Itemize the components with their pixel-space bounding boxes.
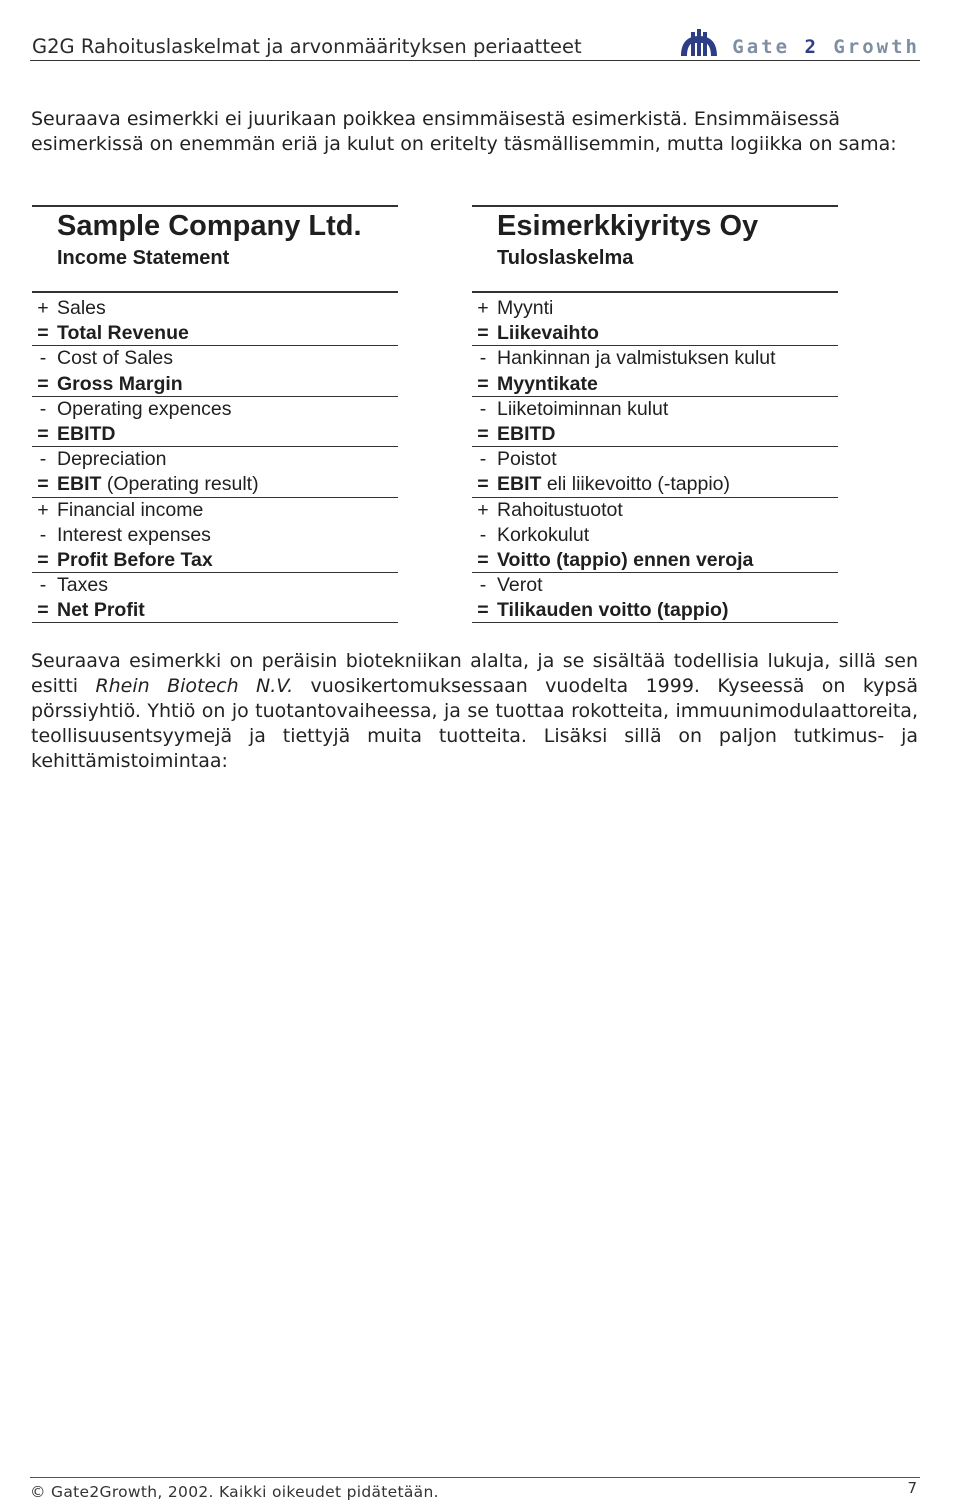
intro-paragraph: Seuraava esimerkki ei juurikaan poikkea ensimmäisestä esimerkistä. Ensimmäisessä esimerkissä on enemmän eriä ja kulut on eritelty täsmällisemmin, mutta logiikka on sama: xyxy=(31,108,897,155)
page-footer xyxy=(30,1477,920,1501)
company-name-italic: Rhein Biotech N.V. xyxy=(95,675,294,697)
statement-line xyxy=(472,372,838,397)
operator-sign: = xyxy=(37,322,49,345)
logo-wordmark: Gate 2 Growth xyxy=(732,36,920,58)
gate2growth-logo-icon xyxy=(678,28,720,58)
operator-sign: - xyxy=(39,523,47,546)
operator-sign: = xyxy=(477,473,489,496)
line-label: EBITD xyxy=(497,422,556,445)
operator-sign: - xyxy=(39,397,47,420)
document-title: G2G Rahoituslaskelmat ja arvonmäärityksen periaatteet xyxy=(32,35,582,58)
operator-sign: = xyxy=(37,599,49,622)
operator-sign: + xyxy=(37,498,49,521)
line-label: Liiketoiminnan kulut xyxy=(497,397,669,420)
line-label: EBIT eli liikevoitto (-tappio) xyxy=(497,473,730,496)
line-label: EBITD xyxy=(57,422,116,445)
operator-sign: = xyxy=(37,473,49,496)
statement-top-rule xyxy=(472,205,838,207)
statement-line xyxy=(32,346,398,371)
statement-line xyxy=(472,472,838,497)
operator-sign: = xyxy=(477,548,489,571)
line-label: EBIT (Operating result) xyxy=(57,473,259,496)
operator-sign: - xyxy=(479,574,487,597)
operator-sign: + xyxy=(477,297,489,319)
statement-line xyxy=(32,372,398,397)
operator-sign: - xyxy=(479,523,487,546)
statement-top-rule xyxy=(32,205,398,207)
statement-line xyxy=(472,573,838,598)
line-label: Financial income xyxy=(57,498,204,521)
operator-sign: + xyxy=(37,297,49,319)
line-label: Profit Before Tax xyxy=(57,548,213,571)
line-label: Voitto (tappio) ennen veroja xyxy=(497,548,754,571)
line-label: Hankinnan ja valmistuksen kulut xyxy=(497,347,776,370)
line-label: Korkokulut xyxy=(497,523,590,546)
line-label: Myyntikate xyxy=(497,372,598,395)
line-label: Total Revenue xyxy=(57,322,189,345)
statement-line xyxy=(32,321,398,346)
statement-line xyxy=(32,472,398,497)
operator-sign: = xyxy=(37,372,49,395)
line-label: Net Profit xyxy=(57,599,145,622)
operator-sign: = xyxy=(37,548,49,571)
line-label: Cost of Sales xyxy=(57,347,173,370)
statement-line xyxy=(472,346,838,371)
income-statement-english xyxy=(32,205,398,622)
gate2growth-logo xyxy=(678,30,920,60)
line-label: Poistot xyxy=(497,448,557,471)
statement-line xyxy=(32,573,398,598)
statement-line xyxy=(472,321,838,346)
statement-subtitle: Income Statement xyxy=(57,247,230,269)
line-label: Verot xyxy=(497,574,543,597)
operator-sign: = xyxy=(477,422,489,445)
statement-line xyxy=(32,397,398,422)
page-header xyxy=(30,30,920,61)
statement-line xyxy=(472,523,838,548)
statement-header-rule xyxy=(472,291,838,293)
statement-line xyxy=(32,422,398,447)
statement-line xyxy=(472,397,838,422)
line-label: Taxes xyxy=(57,574,108,597)
statement-header-rule xyxy=(32,291,398,293)
line-label: Gross Margin xyxy=(57,372,183,395)
operator-sign: - xyxy=(39,448,47,471)
statement-rows xyxy=(32,296,398,623)
statement-company-name: Esimerkkiyritys Oy xyxy=(497,210,759,242)
biotech-paragraph: Seuraava esimerkki on peräisin biotekniikan alalta, ja se sisältää todellisia lukuja, sillä sen esitti Rhein Biotech N.V. vuosikertomuksessaan vuodelta 1999. Kyseessä on kypsä pörssiyhtiö. Yhtiö on jo tuotantovaiheessa, ja se tuottaa rokotteita, immuunimodulaattoreita, teollisuusentsyymejä ja tiettyjä muita tuotteita. Lisäksi sillä on paljon tutkimus- ja kehittämistoimintaa: xyxy=(31,650,918,772)
statement-line xyxy=(472,498,838,523)
statement-company-name: Sample Company Ltd. xyxy=(57,210,362,242)
operator-sign: - xyxy=(479,397,487,420)
statement-line xyxy=(32,447,398,472)
line-label: Sales xyxy=(57,297,106,319)
statement-line xyxy=(472,548,838,573)
line-label: Operating expences xyxy=(57,397,232,420)
operator-sign: - xyxy=(39,347,47,370)
line-label: Depreciation xyxy=(57,448,167,471)
operator-sign: + xyxy=(477,498,489,521)
statement-line xyxy=(32,296,398,321)
line-label: Myynti xyxy=(497,297,554,319)
statement-rows xyxy=(472,296,838,623)
statement-line xyxy=(472,447,838,472)
page-number: 7 xyxy=(907,1479,917,1497)
statement-line xyxy=(472,296,838,321)
line-label: Interest expenses xyxy=(57,523,211,546)
operator-sign: = xyxy=(37,422,49,445)
operator-sign: - xyxy=(39,574,47,597)
statement-line xyxy=(32,598,398,623)
line-label: Liikevaihto xyxy=(497,322,599,345)
operator-sign: - xyxy=(479,347,487,370)
income-statement-finnish xyxy=(472,205,838,622)
operator-sign: = xyxy=(477,372,489,395)
operator-sign: = xyxy=(477,599,489,622)
copyright-notice: © Gate2Growth, 2002. Kaikki oikeudet pidätetään. xyxy=(30,1483,439,1501)
statement-line xyxy=(32,548,398,573)
statement-line xyxy=(32,523,398,548)
line-label: Tilikauden voitto (tappio) xyxy=(497,599,729,622)
statement-line xyxy=(472,422,838,447)
statement-line xyxy=(32,498,398,523)
operator-sign: = xyxy=(477,322,489,345)
statement-subtitle: Tuloslaskelma xyxy=(497,247,634,269)
line-label: Rahoitustuotot xyxy=(497,498,623,521)
statement-line xyxy=(472,598,838,623)
operator-sign: - xyxy=(479,448,487,471)
